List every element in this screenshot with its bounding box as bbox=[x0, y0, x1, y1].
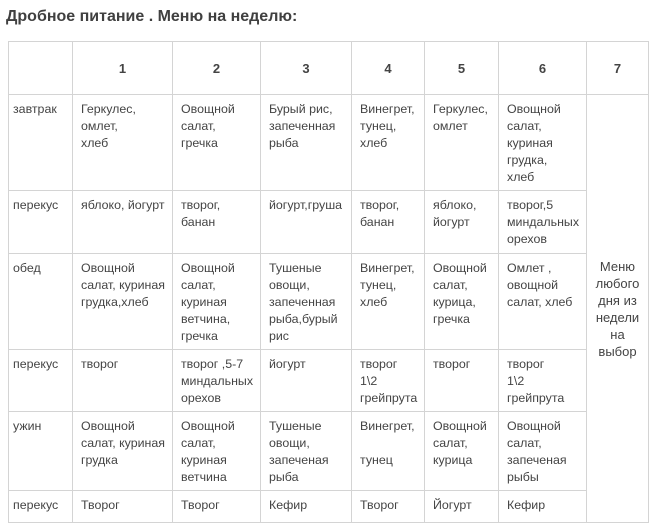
table-row bbox=[9, 191, 649, 254]
table-cell: Кефир bbox=[261, 491, 352, 523]
page-title: Дробное питание . Меню на неделю: bbox=[6, 8, 298, 25]
table-cell: Овощной салат, курица bbox=[425, 412, 499, 491]
table-cell: творог 1\2 грейпрута bbox=[352, 350, 425, 412]
table-cell: Тушеные овощи, запеченая рыба bbox=[261, 412, 352, 491]
table-cell: Овощной салат, куриная грудка,хлеб bbox=[73, 254, 173, 350]
day-7-note: Меню любого дня из недели на выбор bbox=[587, 95, 649, 523]
table-cell: Овощной салат, гречка bbox=[173, 95, 261, 191]
header-day-2: 2 bbox=[173, 42, 261, 95]
table-cell: Овощной салат, запеченая рыбы bbox=[499, 412, 587, 491]
table-cell: Овощной салат, куриная грудка bbox=[73, 412, 173, 491]
table-cell: Йогурт bbox=[425, 491, 499, 523]
meal-label: перекус bbox=[9, 191, 73, 254]
table-cell: творог,5 миндальных орехов bbox=[499, 191, 587, 254]
table-cell: Омлет , овощной салат, хлеб bbox=[499, 254, 587, 350]
table-cell: творог, банан bbox=[173, 191, 261, 254]
header-day-4: 4 bbox=[352, 42, 425, 95]
table-cell: Овощной салат, куриная грудка, хлеб bbox=[499, 95, 587, 191]
table-cell: яблоко, йогурт bbox=[425, 191, 499, 254]
header-day-6: 6 bbox=[499, 42, 587, 95]
header-day-1: 1 bbox=[73, 42, 173, 95]
table-cell: Винегрет, тунец, хлеб bbox=[352, 95, 425, 191]
table-cell: Винегрет, тунец, хлеб bbox=[352, 254, 425, 350]
meal-label: перекус bbox=[9, 350, 73, 412]
table-row bbox=[9, 350, 649, 412]
meal-label: ужин bbox=[9, 412, 73, 491]
table-cell: Винегрет, тунец bbox=[352, 412, 425, 491]
table-cell: Овощной салат, куриная ветчина bbox=[173, 412, 261, 491]
header-day-5: 5 bbox=[425, 42, 499, 95]
table-cell: Творог bbox=[352, 491, 425, 523]
meal-label: перекус bbox=[9, 491, 73, 523]
header-corner-cell bbox=[9, 42, 73, 95]
table-cell: Геркулес, омлет bbox=[425, 95, 499, 191]
table-cell: творог ,5-7 миндальных орехов bbox=[173, 350, 261, 412]
meal-label: обед bbox=[9, 254, 73, 350]
table-cell: творог 1\2 грейпрута bbox=[499, 350, 587, 412]
table-cell: Тушеные овощи, запеченная рыба,бурый рис bbox=[261, 254, 352, 350]
weekly-menu-table bbox=[8, 41, 649, 523]
table-cell: йогурт bbox=[261, 350, 352, 412]
table-row bbox=[9, 412, 649, 491]
table-row bbox=[9, 95, 649, 191]
table-header-row bbox=[9, 42, 649, 95]
table-cell: Бурый рис, запеченная рыба bbox=[261, 95, 352, 191]
table-cell: творог bbox=[425, 350, 499, 412]
table-cell: Овощной салат, куриная ветчина, гречка bbox=[173, 254, 261, 350]
table-cell: Творог bbox=[73, 491, 173, 523]
table-cell: творог, банан bbox=[352, 191, 425, 254]
table-cell: творог bbox=[73, 350, 173, 412]
header-day-3: 3 bbox=[261, 42, 352, 95]
table-cell: Овощной салат, курица, гречка bbox=[425, 254, 499, 350]
table-row bbox=[9, 491, 649, 523]
table-row bbox=[9, 254, 649, 350]
table-cell: Кефир bbox=[499, 491, 587, 523]
header-day-7: 7 bbox=[587, 42, 649, 95]
meal-label: завтрак bbox=[9, 95, 73, 191]
table-cell: яблоко, йогурт bbox=[73, 191, 173, 254]
table-cell: йогурт,груша bbox=[261, 191, 352, 254]
table-cell: Творог bbox=[173, 491, 261, 523]
table-cell: Геркулес, омлет, хлеб bbox=[73, 95, 173, 191]
